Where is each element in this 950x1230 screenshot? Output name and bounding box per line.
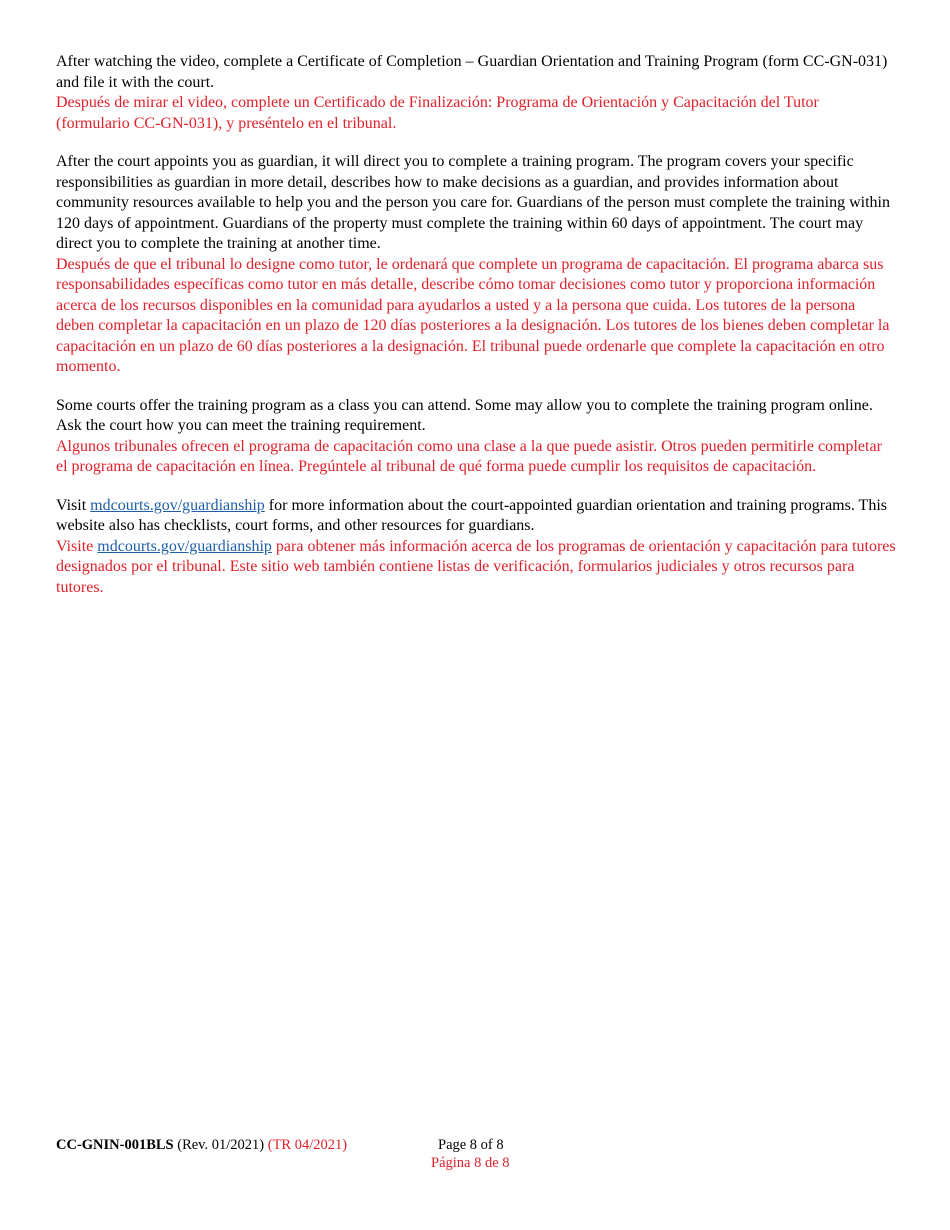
english-text: After watching the video, complete a Certificate of Completion – Guardian Orientation and Training Program (form CC-GN-031) and file it with the court. [56,53,888,91]
spanish-text: Después de mirar el video, complete un Certificado de Finalización: Programa de Orientación y Capacitación del Tutor (formulario CC-GN-031), y preséntelo en el tribunal. [56,94,819,132]
english-text: After the court appoints you as guardian, it will direct you to complete a training program. The program covers your specific responsibilities as guardian in more detail, describes how to make decisions as a guardian, and provides information about community resources available to help you and the person you care for. Guardians of the person must complete the training within 120 days of appointment. Guardians of the property must complete the training within 60 days of appointment. The court may direct you to complete the training at another time. [56,153,890,252]
english-text-prefix: Visit [56,496,91,514]
paragraph-certificate [56,52,896,134]
paragraph-training-program [56,152,896,378]
translation-revision: (TR 04/2021) [267,1137,348,1153]
spanish-text-suffix: para obtener más información acerca de los programas de orientación y capacitación para tutores designados por el tribunal. Este sitio web también contiene listas de verificación, formularios judiciales y otros recursos para tutores. [56,537,896,596]
form-number: CC-GNIN-001BLS [56,1137,174,1153]
revision-date: (Rev. 01/2021) [173,1137,268,1153]
document-body [56,52,896,616]
english-text: Some courts offer the training program as a class you can attend. Some may allow you to complete the training program online. Ask the court how you can meet the training requirement. [56,396,873,434]
page-number: Page 8 of 8 [438,1137,504,1153]
english-text-suffix: for more information about the court-appointed guardian orientation and training programs. This website also has checklists, court forms, and other resources for guardians. [56,496,887,534]
spanish-text-prefix: Visite [56,537,98,555]
guardianship-link-en[interactable]: mdcourts.gov/guardianship [90,496,265,514]
spanish-text: Después de que el tribunal lo designe como tutor, le ordenará que complete un programa de capacitación. El programa abarca sus responsabilidades específicas como tutor en más detalle, describe cómo tomar decisiones como tutor y proporciona información acerca de los recursos disponibles en la comunidad para ayudarlos a usted y a la persona que cuida. Los tutores de la persona deben completar la capacitación en un plazo de 120 días posteriores a la designación. Los tutores de los bienes deben completar la capacitación en un plazo de 60 días posteriores a la designación. El tribunal puede ordenarle que complete la capacitación en otro momento. [56,255,890,375]
form-identifier [56,1136,347,1154]
paragraph-class-option [56,396,896,478]
paragraph-visit-website [56,496,896,599]
guardianship-link-es[interactable]: mdcourts.gov/guardianship [97,537,272,555]
page-number-spanish: Página 8 de 8 [431,1155,510,1171]
spanish-text: Algunos tribunales ofrecen el programa de capacitación como una clase a la que puede asistir. Otros pueden permitirle completar el programa de capacitación en línea. Pregúntele al tribunal de qué forma puede cumplir los requisitos de capacitación. [56,437,882,475]
